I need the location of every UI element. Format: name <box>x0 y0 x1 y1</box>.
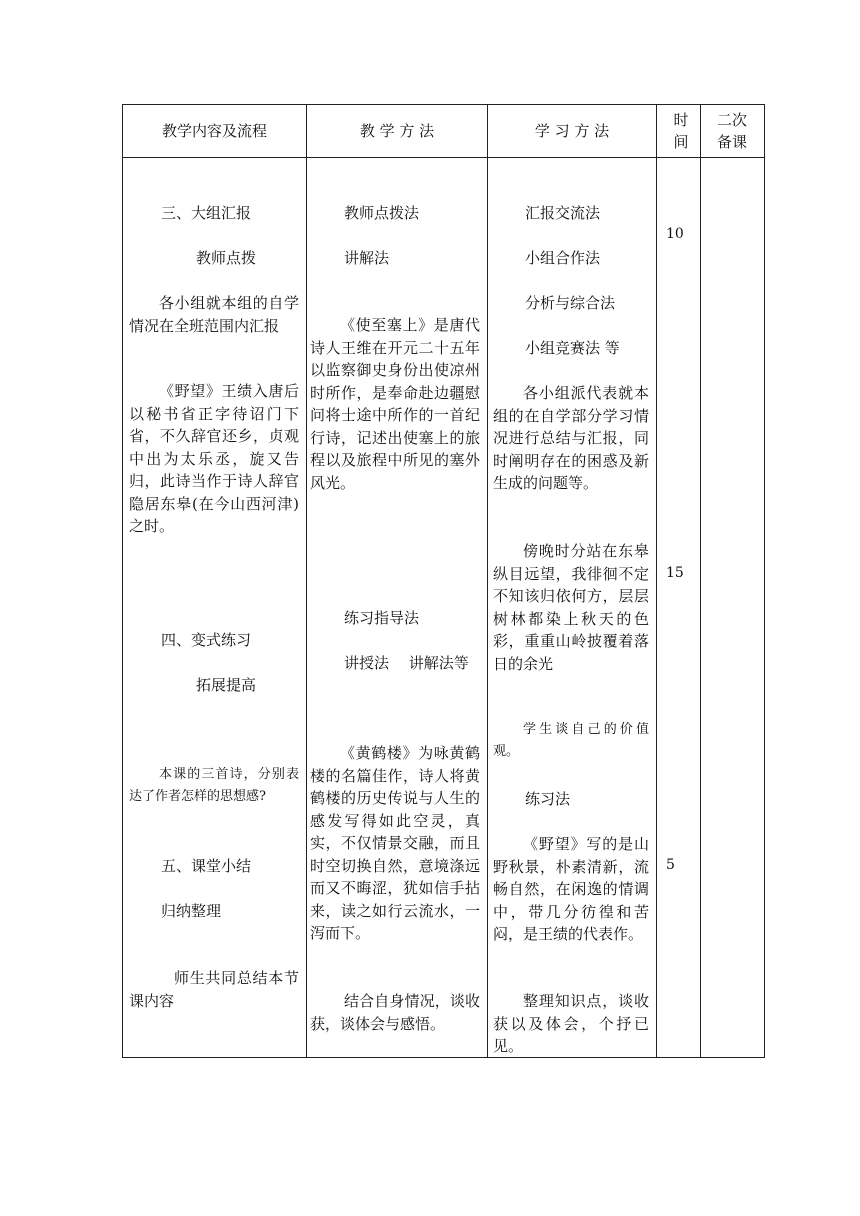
header-teaching-method: 教 学 方 法 <box>359 122 435 140</box>
header-learning-method: 学 习 方 法 <box>534 122 610 140</box>
header-time: 时间 <box>673 111 689 151</box>
section-5-description: 师生共同总结本节课内容 <box>129 969 299 1010</box>
lesson-plan-table <box>122 104 765 1058</box>
learning-method-3: 分析与综合法 <box>525 294 616 312</box>
column-divider <box>306 104 307 1058</box>
summary-learning: 整理知识点，谈收获以及体会，个抒已见。 <box>493 992 649 1055</box>
reflection-question: 本课的三首诗，分别表达了作者怎样的思想感? <box>129 767 299 804</box>
learning-method-2: 小组合作法 <box>525 249 601 267</box>
column-divider <box>487 104 488 1058</box>
yewang-translation: 傍晚时分站在东皋纵目远望，我徘徊不定不知该归依何方，层层树林都染上秋天的色彩，重重山岭披覆着落日的余光 <box>493 542 649 673</box>
shizhi-saishang-note: 《使至塞上》是唐代诗人王维在开元二十五年以监察御史身份出使凉州时所作，是奉命赴边疆慰问将士途中所作的一首纪行诗，记述出使塞上的旅程以及旅程中所见的塞外风光。 <box>310 316 480 492</box>
time-value-3: 5 <box>666 857 675 873</box>
time-value-2: 15 <box>666 565 684 581</box>
table-border-right <box>764 104 765 1058</box>
teaching-method-1: 教师点拨法 <box>344 204 420 222</box>
yewang-appreciation: 《野望》写的是山野秋景，朴素清新，流畅自然，在闲逸的情调中，带几分彷徨和苦闷，是王绩的代表作。 <box>493 835 649 943</box>
teaching-method-4: 讲授法 讲解法等 <box>344 654 469 672</box>
table-border-bottom <box>122 1057 765 1058</box>
teaching-method-2: 讲解法 <box>344 249 390 267</box>
header-second-prep: 二次备课 <box>716 111 747 151</box>
teaching-method-5: 结合自身情况，谈收获，谈体会与感悟。 <box>310 992 480 1033</box>
huanghelou-note: 《黄鹤楼》为咏黄鹤楼的名篇佳作，诗人将黄鹤楼的历史传说与人生的感发写得如此空灵，真实，不仅情景交融，而且时空切换自然，意境涤远而又不晦涩，犹如信手拈来，读之如行云流水，一泻而下。 <box>310 744 480 942</box>
time-value-1: 10 <box>666 226 684 242</box>
student-values-note: 学生谈自己的价值观。 <box>493 722 649 759</box>
section-5-title: 五、课堂小结 <box>161 857 252 875</box>
header-divider <box>122 157 765 158</box>
learning-method-practice: 练习法 <box>525 790 571 808</box>
learning-method-4: 小组竞赛法 等 <box>525 339 620 357</box>
header-content: 教学内容及流程 <box>161 122 267 140</box>
section-3-subtitle: 教师点拨 <box>196 249 257 267</box>
section-3-description: 各小组就本组的自学情况在全班范围内汇报 <box>129 294 299 335</box>
column-divider <box>700 104 701 1058</box>
section-3-title: 三、大组汇报 <box>161 204 252 222</box>
yewang-background: 《野望》王绩入唐后以秘书省正字待诏门下省，不久辞官还乡，贞观中出为太乐丞，旋又告归，此诗当作于诗人辞官隐居东皋(在今山西河津)之时。 <box>129 382 299 535</box>
learning-method-1: 汇报交流法 <box>525 204 601 222</box>
section-4-title: 四、变式练习 <box>161 631 252 649</box>
section-4-subtitle: 拓展提高 <box>196 676 257 694</box>
group-report-description: 各小组派代表就本组的在自学部分学习情况进行总结与汇报，同时阐明存在的困惑及新生成的问题等。 <box>493 384 649 492</box>
column-divider <box>656 104 657 1058</box>
teaching-method-3: 练习指导法 <box>344 609 420 627</box>
table-border-left <box>122 104 123 1058</box>
section-5-subtitle: 归纳整理 <box>161 902 222 920</box>
